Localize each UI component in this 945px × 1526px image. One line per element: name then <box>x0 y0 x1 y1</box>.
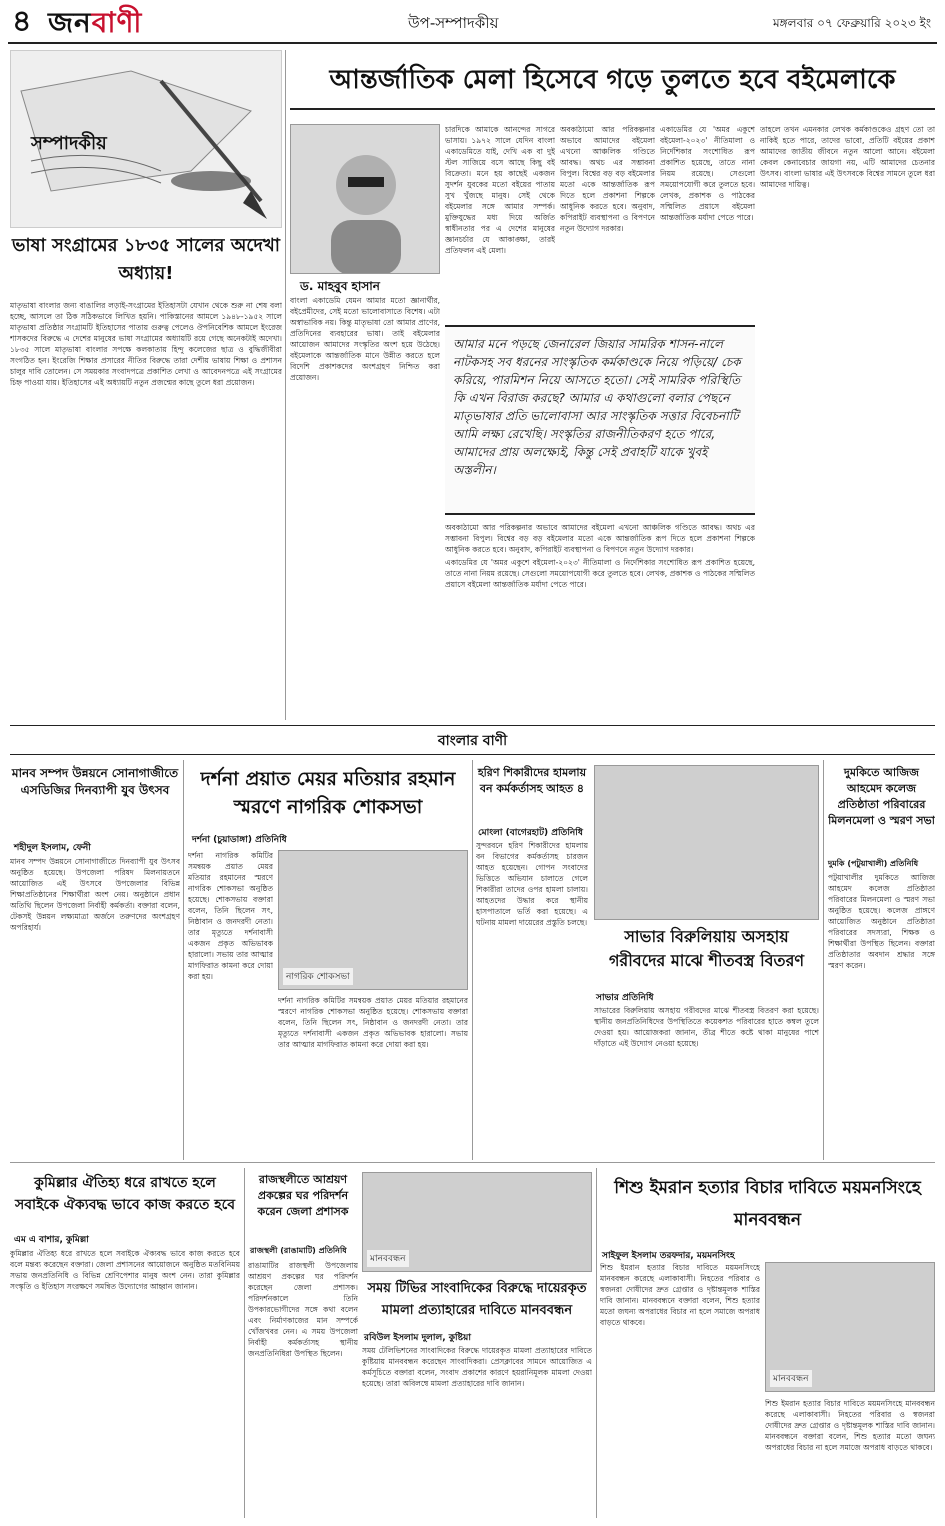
editorial-label: সম্পাদকীয় <box>31 133 107 154</box>
masthead <box>8 4 937 44</box>
feature-paragraph: একাডেমির যে 'অমর একুশে বইমেলা-২০২৩' নীতিমালা ও নির্দেশিকার সংশোধিত রূপ প্রকাশিত হয়েছে, তাতে নানা নিয়ম রয়েছে। সেগুলো সময়োপযোগী করে তুলতে হবে। লেখক, প্রকাশক ও পাঠকের সম্মিলিত প্রয়াসে বইমেলা আন্তর্জাতিক মর্যাদা পেতে পারে। <box>445 558 755 589</box>
story-body <box>594 1005 819 1155</box>
feature-column-5 <box>760 124 935 719</box>
photo-caption: মানববন্ধন <box>367 1250 409 1267</box>
story-body-continued <box>765 1398 935 1518</box>
feature-paragraph: তাহলে তখন এমনকার লেখক কর্মকাণ্ডকেও গ্রহণ তো তা নাকিই হতে পারে, তাদের ভাবো, প্রতিটি বইয়ের প্রকাশ আমাদের জাতীয় জীবনে নতুন আলো আনে। বইমেলা কেবল কেনাবেচার জায়গা নয়, এটি আমাদের চেতনার উৎসব। বাংলা ভাষার এই উৎসবকে বিশ্বের সামনে তুলে ধরা আমাদের দায়িত্ব। <box>760 125 935 189</box>
story-byline: রাজস্থলী (রাঙামাটি) প্রতিনিধি <box>250 1246 347 1255</box>
story-photo <box>765 1262 935 1392</box>
story-photo <box>362 1172 592 1272</box>
editorial-paragraph: মাতৃভাষা বাংলার জন্য বাঙালির লড়াই-সংগ্রামের ইতিহাসটা যেখান থেকে শুরু না শেষ বলা হচ্ছে, আসলে তা ঠিক সঠিকভাবে লিখিত হয়নি। পাকিস্তানের আমলে ১৯৪৮-১৯৫২ সালে মাতৃভাষা প্রতিষ্ঠার সংগ্রামটি ইতিহাসের পাতায় গুরুত্ব পেলেও ঔপনিবেশিক আমলে ইংরেজ শাসকদের বিরুদ্ধে এ দেশের মানুষের ভাষা সংগ্রামের অধ্যায়টি রয়ে গেছে অনেকটাই অদেখা। ১৮৩৫ সালে মাতৃভাষা বাংলার সপক্ষে কলকাতায় হিন্দু কলেজের ছাত্র ও বুদ্ধিজীবীরা সংগঠিত হন। ইংরেজি শিক্ষার প্রসারের নীতির বিরুদ্ধে তারা দেশীয় ভাষায় শিক্ষা ও প্রশাসন চালুর দাবি তোলেন। সে সময়কার সংবাদপত্রে প্রকাশিত লেখা ও আবেদনপত্রে এই সংগ্রামের চিহ্ন পাওয়া যায়। ইতিহাসের এই অধ্যায়টি নতুন প্রজন্মের কাছে তুলে ধরা প্রয়োজন। <box>10 301 282 387</box>
pull-quote: আমার মনে পড়ছে জেনারেল জিয়ার সামরিক শাসন-নালে নাটকসহ সব ধরনের সাংস্কৃতিক কর্মকাণ্ডকে নিয়ে পড়িয়ে/ চেক করিয়ে, পারমিশন নিয়ে আসতে হতো। সেই সামরিক পরিস্থিতি কি এখন বিরাজ করছে? আমার এ কথাগুলো বলার পেছনে মাতৃভাষার প্রতি ভালোবাসা আর সাংস্কৃতিক সত্তার বিবেচনাটি আমি লক্ষ্য রেখেছি। সংস্কৃতির রাজনীতিকরণ হতে পারে, আমাদের প্রায় অলক্ষ্যেই, কিন্তু সেই প্রবাহটি যাকে খুবই অস্তলীন। <box>445 325 755 515</box>
story-paragraph: দর্শনা নাগরিক কমিটির সমন্বয়ক প্রয়াত মেয়র মতিয়ার রহমানের স্মরণে নাগরিক শোকসভা অনুষ্ঠিত হয়েছে। শোকসভায় বক্তারা বলেন, তিনি ছিলেন সৎ, নিষ্ঠাবান ও জনদরদী নেতা। তার মৃত্যুতে দর্শনাবাসী একজন প্রকৃত অভিভাবক হারালো। সভায় তার আত্মার মাগফিরাত কামনা করে দোয়া করা হয়। <box>188 851 273 981</box>
feature-paragraph: চারদিকে আমাকে আনন্দের সাগরে ভাসায়। ১৯৭২ সালে যেদিন বাংলা একাডেমিতে যাই, দেখি এক বা দুই স্টল সাজিয়ে বসে আছে কিছু বই বিক্রেতা। মনে হয় কাছেই একজন সুদর্শন যুবকের মতো বইয়ের পাতায় সুখ খুঁজছে মানুষ। সেই থেকে বইমেলার সঙ্গে আমার সম্পর্ক। মুক্তিযুদ্ধের মধ্য দিয়ে অর্জিত স্বাধীনতার পর এ দেশের মানুষের জ্ঞানচর্চার যে আকাঙ্ক্ষা, তারই প্রতিফলন এই মেলা। <box>445 125 555 255</box>
story-body <box>600 1262 760 1518</box>
photo-caption: নাগরিক শোকসভা <box>283 968 353 985</box>
logo-part2: বাণী <box>91 6 143 39</box>
feature-paragraph: বাংলা একাডেমি যেমন আমার মতো জ্ঞানার্থীর, বইপ্রেমীদের, সেই মতো ভালোবাসাতে বিশেষ। এটা অস্বাভাবিক নয়। কিন্তু মাতৃভাষা তো আমার প্রাণের, প্রতিদিনের ব্যবহারের ভাষা। তাই বইমেলার আয়োজন আমাদের সংস্কৃতির অংশ হয়ে উঠেছে। বইমেলাকে আন্তর্জাতিক মানে উন্নীত করতে হলে বিদেশি প্রকাশকদের অংশগ্রহণ নিশ্চিত করা প্রয়োজন। <box>290 296 440 382</box>
feature-column-3 <box>560 124 655 319</box>
editorial-title[interactable]: ভাষা সংগ্রামের ১৮৩৫ সালের অদেখা অধ্যায়! <box>11 235 281 284</box>
story-body <box>188 850 273 1150</box>
story-paragraph: দর্শনা নাগরিক কমিটির সমন্বয়ক প্রয়াত মেয়র মতিয়ার রহমানের স্মরণে নাগরিক শোকসভা অনুষ্ঠিত হয়েছে। শোকসভায় বক্তারা বলেন, তিনি ছিলেন সৎ, নিষ্ঠাবান ও জনদরদী নেতা। তার মৃত্যুতে দর্শনাবাসী একজন প্রকৃত অভিভাবক হারালো। সভায় তার আত্মার মাগফিরাত কামনা করে দোয়া করা হয়। <box>278 996 468 1049</box>
story-title[interactable]: সাভার বিরুলিয়ায় অসহায় গরীবদের মাঝে শীতবস্ত্র বিতরণ <box>608 927 805 970</box>
column-divider <box>183 760 184 1160</box>
feature-column-4 <box>660 124 755 319</box>
author-name: ড. মাহবুব হাসান <box>300 279 380 293</box>
story-paragraph: শিশু ইমরান হত্যার বিচার দাবিতে ময়মনসিংহে মানববন্ধন করেছে এলাকাবাসী। নিহতের পরিবার ও স্বজনরা দোষীদের দ্রুত গ্রেপ্তার ও দৃষ্টান্তমূলক শাস্তির দাবি জানান। মানববন্ধনে বক্তারা বলেন, শিশু হত্যার মতো জঘন্য অপরাধের বিচার না হলে সমাজে অপরাধ বাড়তে থাকবে। <box>600 1263 760 1327</box>
story-paragraph: মানব সম্পদ উন্নয়নে সোনাগাজীতে দিনব্যাপী যুব উৎসব অনুষ্ঠিত হয়েছে। উপজেলা পরিষদ মিলনায়তনে আয়োজিত এই উৎসবে উপজেলার বিভিন্ন শিক্ষাপ্রতিষ্ঠানের শিক্ষার্থীরা অংশ নেয়। অনুষ্ঠানে প্রধান অতিথি ছিলেন উপজেলা নির্বাহী কর্মকর্তা। বক্তারা বলেন, টেকসই উন্নয়ন লক্ষ্যমাত্রা অর্জনে তরুণদের অংশগ্রহণ অপরিহার্য। <box>10 857 180 932</box>
editorial-body <box>10 300 282 715</box>
story-byline: দর্শনা (চুয়াডাঙ্গা) প্রতিনিধি <box>192 835 287 845</box>
story-photo <box>278 850 468 990</box>
column-divider <box>823 760 824 1160</box>
story-paragraph: সুন্দরবনে হরিণ শিকারীদের হামলায় বন বিভাগের কর্মকর্তাসহ চারজন আহত হয়েছেন। গোপন সংবাদের ভিত্তিতে অভিযান চালাতে গেলে শিকারীরা তাদের ওপর হামলা চালায়। আহতদের উদ্ধার করে স্থানীয় হাসপাতালে ভর্তি করা হয়েছে। এ ঘটনায় মামলা দায়েরের প্রস্তুতি চলছে। <box>476 841 588 927</box>
story-body-continued <box>278 995 468 1155</box>
story-title[interactable]: সময় টিভির সাংবাদিকের বিরুদ্ধে দায়েরকৃত মামলা প্রত্যাহারের দাবিতে মানববন্ধন <box>367 1281 587 1318</box>
editorial-illustration <box>10 50 282 228</box>
story-paragraph: রাঙামাটির রাজস্থলী উপজেলায় আশ্রয়ণ প্রকল্পের ঘর পরিদর্শন করেছেন জেলা প্রশাসক। পরিদর্শনকালে তিনি উপকারভোগীদের সঙ্গে কথা বলেন এবং নির্মাণকাজের মান সম্পর্কে খোঁজখবর নেন। এ সময় উপজেলা নির্বাহী কর্মকর্তাসহ স্থানীয় জনপ্রতিনিধিরা উপস্থিত ছিলেন। <box>248 1261 358 1358</box>
story-title[interactable]: দর্শনা প্রয়াত মেয়র মতিয়ার রহমান স্মরণে নাগরিক শোকসভা <box>200 768 456 818</box>
column-divider <box>596 1168 597 1518</box>
feature-headline[interactable]: আন্তর্জাতিক মেলা হিসেবে গড়ে তুলতে হবে বইমেলাকে <box>290 50 935 110</box>
feature-column-6 <box>445 522 755 717</box>
story-title[interactable]: কুমিল্লার ঐতিহ্য ধরে রাখতে হলে সবাইকে ঐক্যবদ্ধ ভাবে কাজ করতে হবে <box>14 1175 236 1213</box>
story-body <box>10 856 180 1156</box>
story-byline: সাভার প্রতিনিধি <box>596 993 654 1003</box>
story-paragraph: পটুয়াখালীর দুমকিতে আজিজ আহমেদ কলেজ প্রতিষ্ঠাতা পরিবারের মিলনমেলা ও স্মরণ সভা অনুষ্ঠিত হয়েছে। কলেজ প্রাঙ্গণে আয়োজিত অনুষ্ঠানে প্রতিষ্ঠাতা পরিবারের সদস্যরা, শিক্ষক ও শিক্ষার্থীরা উপস্থিত ছিলেন। বক্তারা প্রতিষ্ঠাতার অবদান শ্রদ্ধার সঙ্গে স্মরণ করেন। <box>828 873 935 970</box>
story-title[interactable]: হরিণ শিকারীদের হামলায় বন কর্মকর্তাসহ আহত ৪ <box>477 766 587 795</box>
dateline: মঙ্গলবার ০৭ ফেব্রুয়ারি ২০২৩ ইং <box>773 16 931 30</box>
story-byline: এম এ বাশার, কুমিল্লা <box>14 1235 89 1245</box>
story-paragraph: কুমিল্লার ঐতিহ্য ধরে রাখতে হলে সবাইকে ঐক্যবদ্ধ ভাবে কাজ করতে হবে বলে মন্তব্য করেছেন বক্তারা। জেলা প্রশাসনের আয়োজনে অনুষ্ঠিত মতবিনিময় সভায় জনপ্রতিনিধি ও বিভিন্ন শ্রেণিপেশার মানুষ অংশ নেন। তারা কুমিল্লার সংস্কৃতি ও ইতিহাস সংরক্ষণে সমন্বিত উদ্যোগের আহ্বান জানান। <box>10 1249 240 1291</box>
story-byline: মোংলা (বাগেরহাট) প্রতিনিধি <box>478 828 583 838</box>
story-paragraph: সময় টেলিভিশনের সাংবাদিকের বিরুদ্ধে দায়েরকৃত মামলা প্রত্যাহারের দাবিতে কুষ্টিয়ায় মানববন্ধন করেছেন সাংবাদিকরা। প্রেসক্লাবের সামনে আয়োজিত এ কর্মসূচিতে বক্তারা বলেন, সংবাদ প্রকাশের কারণে হয়রানিমূলক মামলা দেওয়া হয়েছে। তারা অবিলম্বে মামলা প্রত্যাহারের দাবি জানান। <box>362 1346 592 1388</box>
logo-part1: জন <box>48 6 92 39</box>
section-title: উপ-সম্পাদকীয় <box>408 14 499 32</box>
column-divider <box>472 760 473 1160</box>
story-title[interactable]: মানব সম্পদ উন্নয়নে সোনাগাজীতে এসডিজির দিনব্যাপী যুব উৎসব <box>11 766 179 797</box>
feature-column-2 <box>290 295 440 715</box>
feature-column-1 <box>445 124 555 319</box>
story-title[interactable]: শিশু ইমরান হত্যার বিচার দাবিতে ময়মনসিংহে মানববন্ধন <box>614 1178 921 1230</box>
story-byline: শহীদুল ইসলাম, ফেনী <box>14 843 91 853</box>
newspaper-logo[interactable] <box>48 6 142 40</box>
column-divider <box>285 50 286 720</box>
photo-caption: মানববন্ধন <box>770 1370 812 1387</box>
story-paragraph: সাভারের বিরুলিয়ায় অসহায় গরীবদের মাঝে শীতবস্ত্র বিতরণ করা হয়েছে। স্থানীয় জনপ্রতিনিধিদের উপস্থিতিতে কয়েকশত পরিবারের হাতে কম্বল তুলে দেওয়া হয়। আয়োজকরা জানান, তীব্র শীতে কষ্টে থাকা মানুষের পাশে দাঁড়াতে এই উদ্যোগ নেওয়া হয়েছে। <box>594 1006 819 1048</box>
story-body <box>476 840 588 1155</box>
story-title[interactable]: দুমকিতে আজিজ আহমেদ কলেজ প্রতিষ্ঠাতা পরিবারের মিলনমেলা ও স্মরণ সভা <box>828 766 935 827</box>
feature-paragraph: অবকাঠামো আর পরিকল্পনার অভাবে আমাদের বইমেলা এখনো আঞ্চলিক গণ্ডিতে আবদ্ধ। অথচ এর সম্ভাবনা বিপুল। বিশ্বের বড় বড় বইমেলার মতো একে আন্তর্জাতিক রূপ দিতে হলে প্রকাশনা শিল্পকে আধুনিক করতে হবে। অনুবাদ, কপিরাইট ব্যবস্থাপনা ও বিপণনে নতুন উদ্যোগ দরকার। <box>560 125 655 233</box>
story-byline: দুমকি (পটুয়াখালী) প্রতিনিধি <box>828 859 919 868</box>
feature-paragraph: একাডেমির যে 'অমর একুশে বইমেলা-২০২৩' নীতিমালা ও নির্দেশিকার সংশোধিত রূপ প্রকাশিত হয়েছে, তাতে নানা নিয়ম রয়েছে। সেগুলো সময়োপযোগী করে তুলতে হবে। লেখক, প্রকাশক ও পাঠকের সম্মিলিত প্রয়াসে বইমেলা আন্তর্জাতিক মর্যাদা পেতে পারে। <box>660 125 755 222</box>
row-divider <box>10 1162 935 1163</box>
story-body <box>10 1248 240 1518</box>
author-photo <box>290 124 440 274</box>
story-paragraph: শিশু ইমরান হত্যার বিচার দাবিতে ময়মনসিংহে মানববন্ধন করেছে এলাকাবাসী। নিহতের পরিবার ও স্বজনরা দোষীদের দ্রুত গ্রেপ্তার ও দৃষ্টান্তমূলক শাস্তির দাবি জানান। মানববন্ধনে বক্তারা বলেন, শিশু হত্যার মতো জঘন্য অপরাধের বিচার না হলে সমাজে অপরাধ বাড়তে থাকবে। <box>765 1399 935 1452</box>
column-divider <box>244 1168 245 1518</box>
feature-paragraph: অবকাঠামো আর পরিকল্পনার অভাবে আমাদের বইমেলা এখনো আঞ্চলিক গণ্ডিতে আবদ্ধ। অথচ এর সম্ভাবনা বিপুল। বিশ্বের বড় বড় বইমেলার মতো একে আন্তর্জাতিক রূপ দিতে হলে প্রকাশনা শিল্পকে আধুনিক করতে হবে। অনুবাদ, কপিরাইট ব্যবস্থাপনা ও বিপণনে নতুন উদ্যোগ দরকার। <box>445 523 755 554</box>
section-band: বাংলার বাণী <box>10 725 935 755</box>
page-number: ৪ <box>12 4 32 39</box>
story-body <box>248 1260 358 1518</box>
story-body <box>828 872 935 1157</box>
story-body <box>362 1345 592 1518</box>
story-byline: সাইফুল ইসলাম তরফদার, ময়মনসিংহ <box>602 1251 735 1261</box>
story-title[interactable]: রাজস্থলীতে আশ্রয়ণ প্রকল্পের ঘর পরিদর্শন করেন জেলা প্রশাসক <box>257 1173 349 1218</box>
story-photo <box>594 765 819 920</box>
story-byline: রবিউল ইসলাম দুলাল, কুষ্টিয়া <box>364 1333 471 1343</box>
